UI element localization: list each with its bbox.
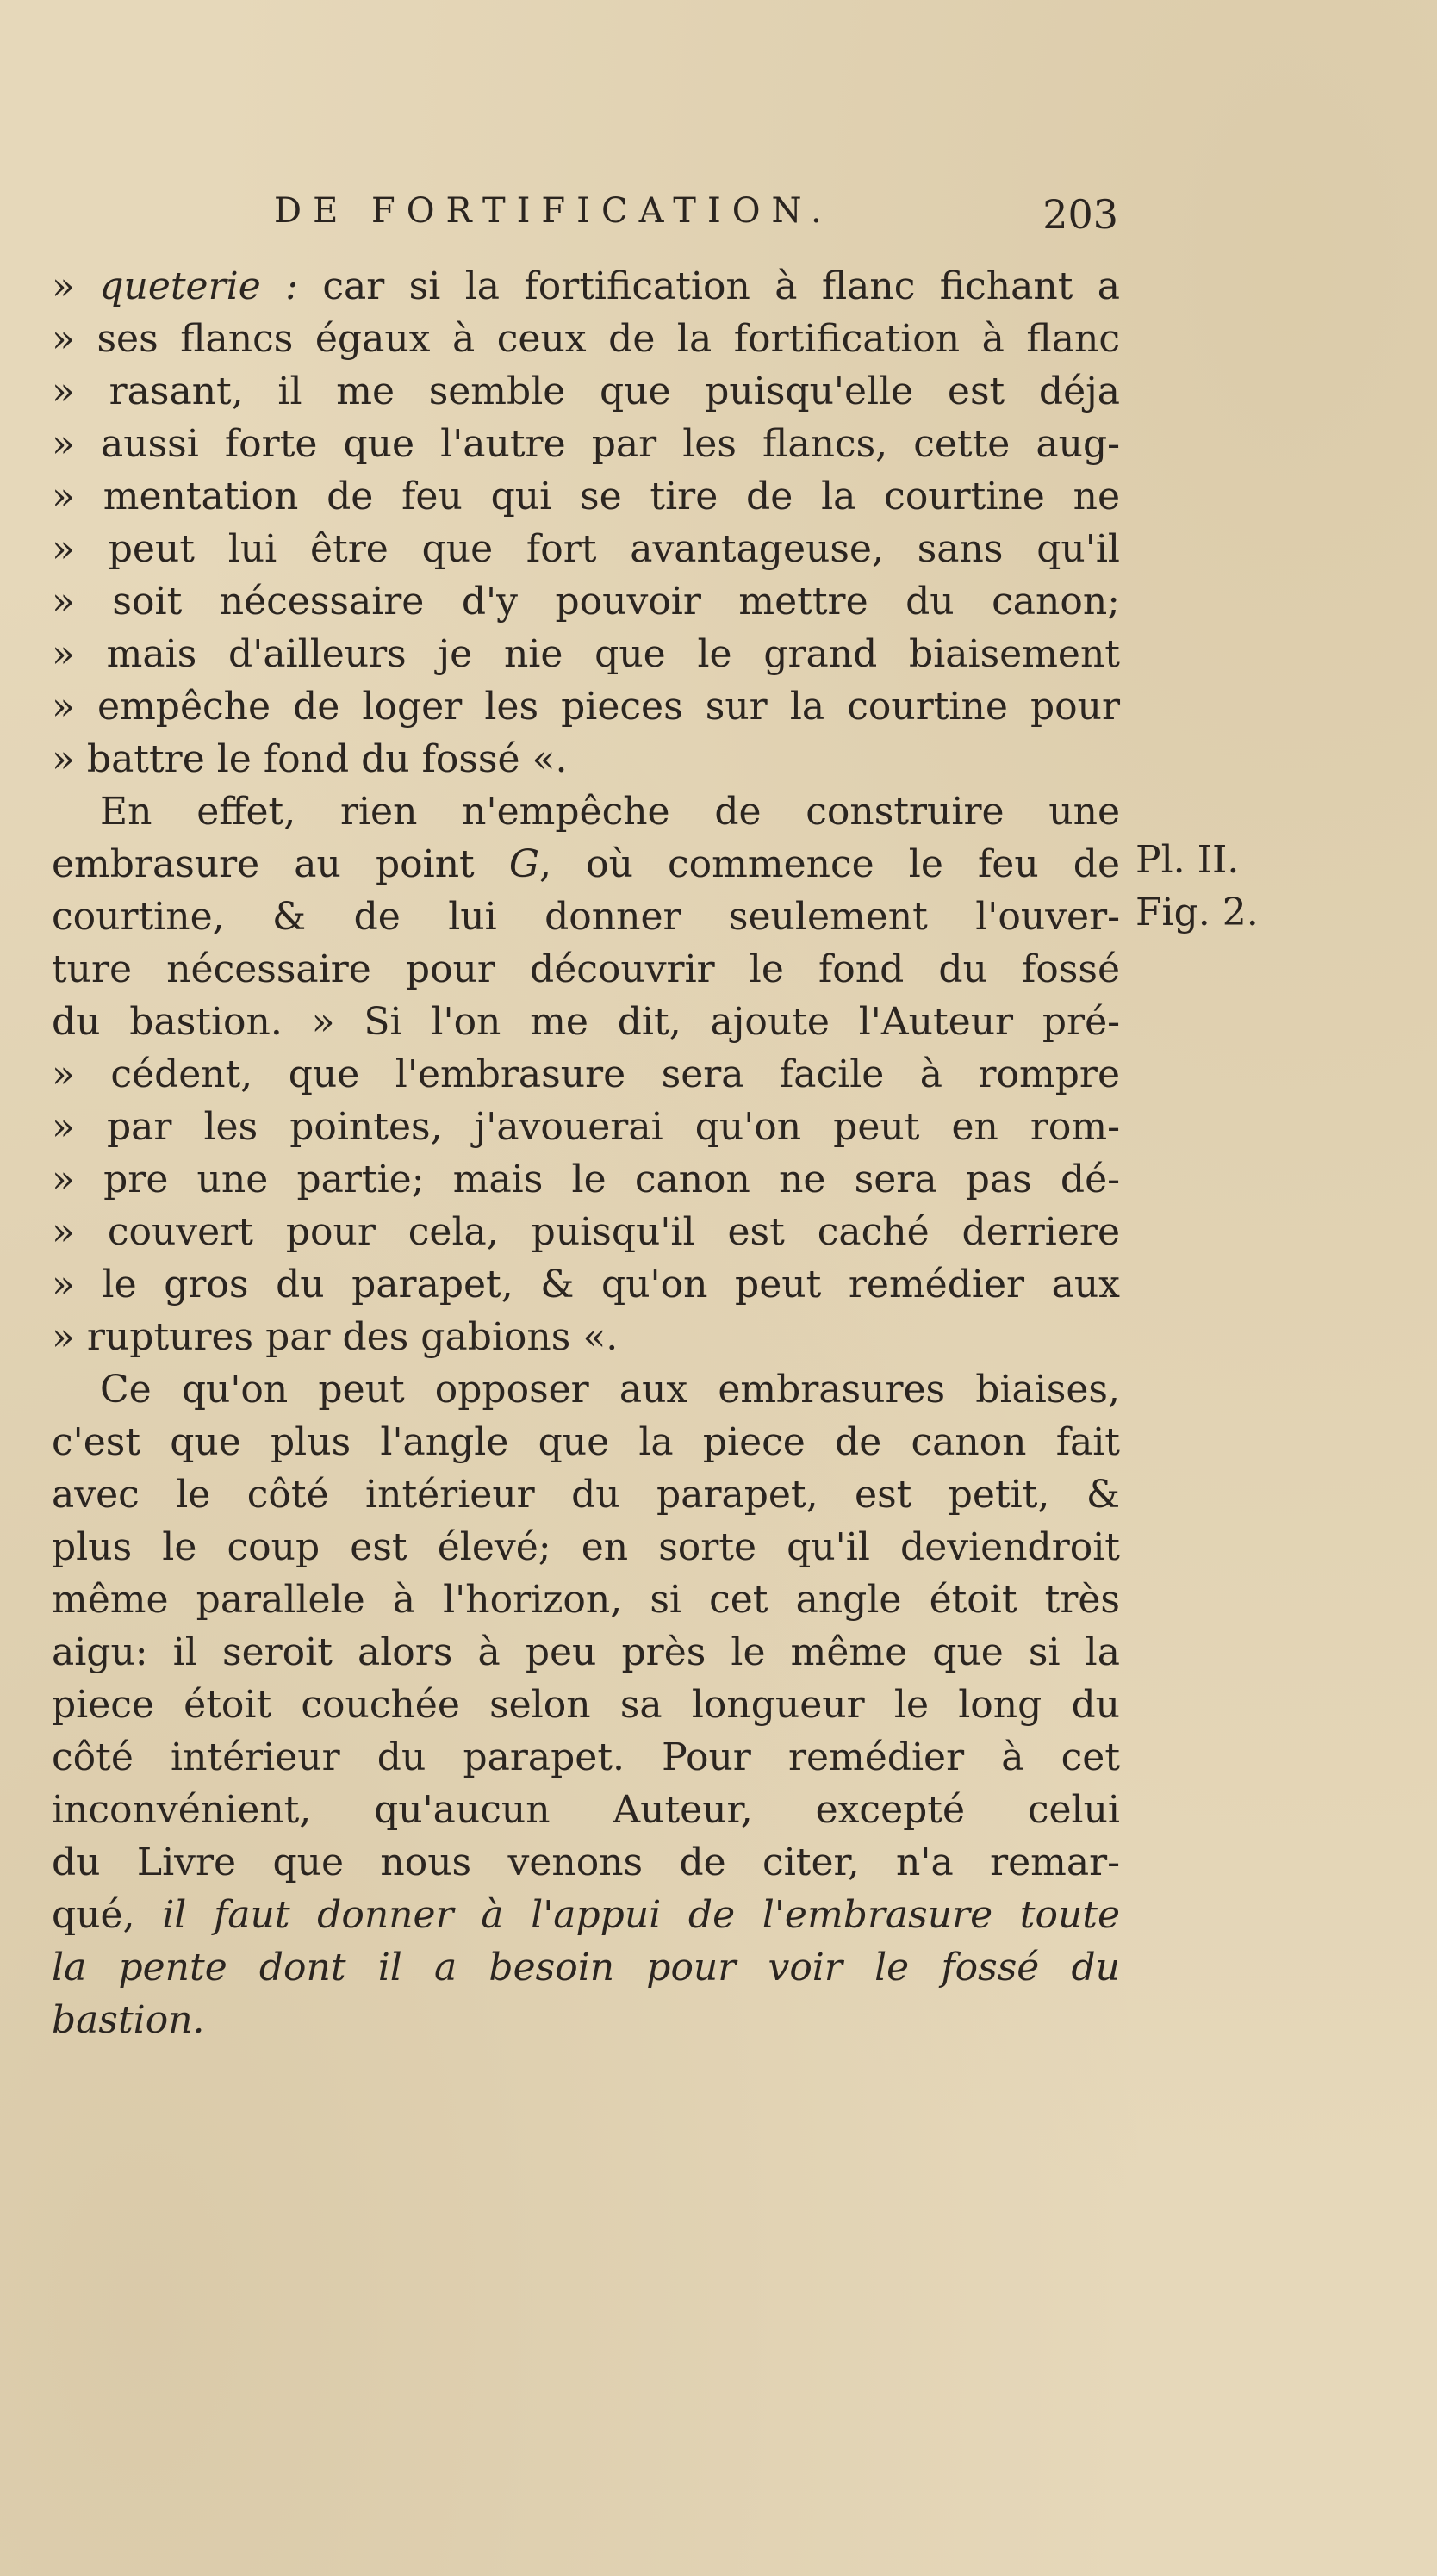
text-segment: ture nécessaire pour découvrir le fond du fossé	[52, 947, 1120, 991]
text-segment: qué,	[52, 1893, 163, 1937]
text-line	[52, 1521, 1120, 1574]
italic-text: bastion.	[52, 1998, 205, 2042]
text-segment: » rasant, il me semble que puisqu'elle est déja	[52, 369, 1120, 413]
text-line	[52, 1468, 1120, 1521]
text-segment: côté intérieur du parapet. Pour remédier à cet	[52, 1735, 1120, 1779]
text-segment: du Livre que nous venons de citer, n'a remar-	[52, 1840, 1120, 1884]
text-line	[52, 1258, 1120, 1311]
italic-text: queterie :	[99, 264, 298, 308]
text-segment: » mentation de feu qui se tire de la courtine ne	[52, 475, 1120, 518]
text-line	[52, 891, 1120, 943]
text-line	[52, 575, 1120, 628]
text-line	[52, 785, 1120, 838]
text-segment: du bastion. » Si l'on me dit, ajoute l'Auteur pré-	[52, 1000, 1120, 1044]
text-line	[52, 1626, 1120, 1679]
text-line	[52, 470, 1120, 523]
text-segment: aigu: il seroit alors à peu près le même que si la	[52, 1630, 1120, 1674]
text-segment: » empêche de loger les pieces sur la courtine pour	[52, 685, 1120, 729]
page-number: 203	[1042, 191, 1118, 238]
text-line	[52, 313, 1120, 365]
italic-text: la pente dont il a besoin pour voir le fossé du	[52, 1946, 1120, 1989]
text-line	[52, 1889, 1120, 1941]
text-segment: » cédent, que l'embrasure sera facile à rompre	[52, 1052, 1120, 1096]
paragraph	[52, 260, 1120, 785]
text-line	[52, 1574, 1120, 1626]
text-line	[52, 996, 1120, 1048]
text-line	[52, 1836, 1120, 1889]
text-segment: , où commence le feu de	[539, 842, 1120, 886]
running-title: DE FORTIFICATION.	[274, 191, 833, 231]
text-line	[52, 943, 1120, 996]
text-segment: embrasure au point	[52, 842, 509, 886]
text-segment: » ruptures par des gabions «.	[52, 1315, 619, 1359]
text-segment: »	[52, 264, 100, 308]
text-line	[52, 1784, 1120, 1836]
text-line	[52, 1048, 1120, 1101]
text-line	[52, 418, 1120, 470]
text-segment: avec le côté intérieur du parapet, est petit, &	[52, 1473, 1120, 1517]
text-segment: même parallele à l'horizon, si cet angle étoit très	[52, 1578, 1120, 1622]
text-line	[52, 260, 1120, 313]
text-line	[52, 1994, 1120, 2046]
text-line	[52, 365, 1120, 418]
margin-notes	[1135, 834, 1359, 939]
text-segment: » le gros du parapet, & qu'on peut remédier aux	[52, 1263, 1120, 1307]
text-line	[52, 680, 1120, 733]
paragraph	[52, 1363, 1120, 2046]
text-line	[52, 523, 1120, 575]
paragraph	[52, 785, 1120, 1363]
text-segment: » ses flancs égaux à ceux de la fortification à flanc	[52, 317, 1120, 361]
text-line	[52, 1206, 1120, 1258]
text-segment: c'est que plus l'angle que la piece de canon fait	[52, 1420, 1120, 1464]
text-segment: » couvert pour cela, puisqu'il est caché derriere	[52, 1210, 1120, 1254]
margin-note-figure: Fig. 2.	[1135, 891, 1259, 934]
text-line	[52, 1416, 1120, 1468]
text-line	[52, 733, 1120, 785]
text-segment: inconvénient, qu'aucun Auteur, excepté celui	[52, 1788, 1120, 1832]
italic-text: il faut donner à l'appui de l'embrasure toute	[162, 1893, 1121, 1937]
text-segment: » aussi forte que l'autre par les flancs, cette aug-	[52, 422, 1120, 466]
text-segment: » battre le fond du fossé «.	[52, 737, 568, 781]
margin-note-plate: Pl. II.	[1135, 838, 1240, 882]
text-line	[52, 1679, 1120, 1731]
text-segment: plus le coup est élevé; en sorte qu'il deviendroit	[52, 1525, 1120, 1569]
text-line	[52, 1941, 1120, 1994]
text-line	[52, 838, 1120, 891]
text-segment: » pre une partie; mais le canon ne sera pas dé-	[52, 1158, 1120, 1201]
body-text	[52, 260, 1120, 2046]
italic-text: G	[508, 842, 539, 886]
text-line	[52, 1731, 1120, 1784]
text-segment: courtine, & de lui donner seulement l'ouver-	[52, 895, 1120, 939]
text-segment: » par les pointes, j'avouerai qu'on peut en rom-	[52, 1105, 1120, 1149]
text-segment: En effet, rien n'empêche de construire une	[100, 790, 1120, 834]
text-segment: » mais d'ailleurs je nie que le grand biaisement	[52, 632, 1120, 676]
text-line	[52, 1311, 1120, 1363]
text-segment: » peut lui être que fort avantageuse, sans qu'il	[52, 527, 1120, 571]
text-line	[52, 1363, 1120, 1416]
text-line	[52, 1153, 1120, 1206]
running-header	[274, 191, 1135, 251]
text-segment: piece étoit couchée selon sa longueur le long du	[52, 1683, 1120, 1727]
text-segment: car si la fortification à flanc fichant a	[297, 264, 1121, 308]
text-line	[52, 628, 1120, 680]
text-segment: Ce qu'on peut opposer aux embrasures biaises,	[100, 1368, 1120, 1412]
text-segment: » soit nécessaire d'y pouvoir mettre du canon;	[52, 580, 1120, 624]
text-line	[52, 1101, 1120, 1153]
